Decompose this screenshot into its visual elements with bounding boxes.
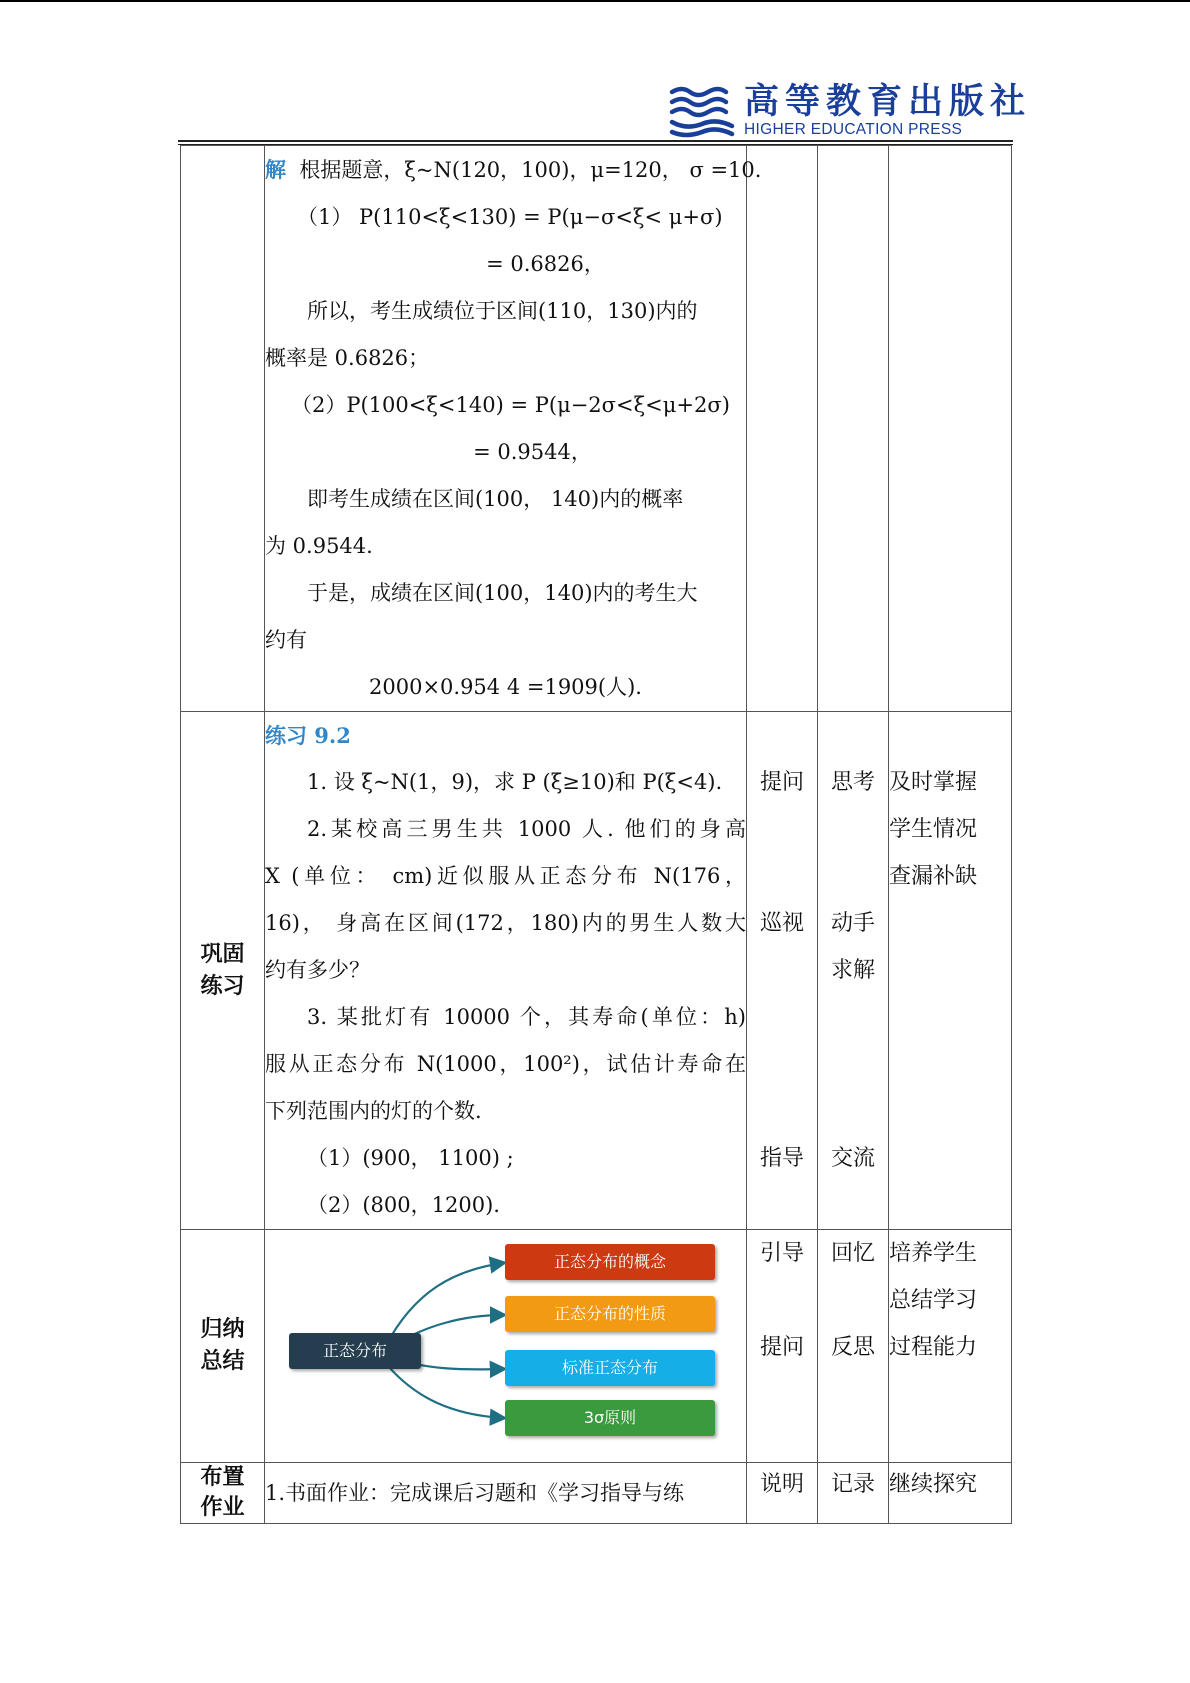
table-row-summary [181,1230,1012,1463]
table-row-practice [181,712,1012,1230]
student-activity: 反思 [830,1335,875,1360]
homework-text: 1.书面作业：完成课后习题和《学习指导与练 [265,1481,685,1505]
solution-line: 所以，考生成绩位于区间(110，130)内的 [307,299,698,323]
intent-line: 培养学生 [889,1241,978,1266]
solution-line: 于是，成绩在区间(100，140)内的考生大 [307,581,698,605]
stage-label: 作业 [200,1495,245,1520]
teacher-activity: 提问 [759,770,804,795]
stage-cell-homework [181,1463,265,1524]
stage-cell-empty [181,146,265,712]
student-activity-practice [818,712,889,1230]
solution-line: = 0.6826， [486,252,605,276]
solution-line: 约有 [265,628,307,652]
stage-cell-summary [181,1230,265,1463]
stage-label: 归纳 [200,1317,245,1342]
mindmap-branch-concept: 正态分布的概念 [505,1244,715,1280]
teacher-activity: 说明 [759,1472,804,1497]
teacher-activity-homework [747,1463,818,1524]
mindmap-branch-properties: 正态分布的性质 [505,1296,715,1332]
teacher-activity: 指导 [759,1146,804,1171]
intent-cell-empty [889,146,1012,712]
stage-label: 布置 [200,1465,245,1490]
student-activity: 思考 [830,770,875,795]
student-activity: 动手 [830,911,875,936]
lesson-plan-table [180,145,1012,1524]
teacher-activity: 巡视 [759,911,804,936]
intent-line: 继续探究 [889,1472,978,1497]
practice-line: 2.某校高三男生共 1000 人. 他们的身高 [307,817,746,841]
teacher-activity: 提问 [759,1335,804,1360]
intent-summary [889,1230,1012,1463]
student-activity: 回忆 [830,1241,875,1266]
solution-line: （1） P(110<ξ<130) = P(μ−σ<ξ< μ+σ) [297,205,723,229]
table-row-solution [181,146,1012,712]
student-cell-empty [818,146,889,712]
practice-line: （1）(900， 1100) ; [307,1146,514,1170]
intent-practice [889,712,1012,1230]
table-row-homework [181,1463,1012,1524]
teacher-activity-summary [747,1230,818,1463]
solution-line: 2000×0.954 4 =1909(人). [369,675,642,699]
practice-line: （2）(800，1200). [307,1193,500,1217]
intent-line: 及时掌握 [889,770,978,795]
practice-line: 服从正态分布 N(1000，100²)，试估计寿命在 [265,1052,746,1076]
mindmap-branch-standard: 标准正态分布 [505,1350,715,1386]
practice-line: 1. 设 ξ~N(1，9)，求 P (ξ≥10)和 P(ξ<4). [307,770,723,794]
solution-line: 概率是 0.6826； [265,346,430,370]
publisher-name-cn: 高等教育出版社 [744,81,1032,122]
practice-content [265,712,747,1230]
stage-label: 巩固 [200,941,245,967]
student-activity: 交流 [830,1146,875,1171]
solution-line: = 0.9544， [473,440,592,464]
solution-content [265,146,762,712]
solution-line: 解 根据题意，ξ~N(120，100)，μ=120， σ =10. [265,157,762,182]
stage-label: 练习 [200,973,245,999]
practice-line: 16)， 身高在区间(172，180)内的男生人数大 [265,911,746,935]
intent-line: 总结学习 [889,1288,978,1313]
intent-line: 查漏补缺 [889,864,978,889]
solution-label: 解 [265,157,286,182]
practice-line: X (单位： cm)近似服从正态分布 N(176， [265,864,746,888]
mindmap-root: 正态分布 [289,1333,421,1369]
practice-line: 下列范围内的灯的个数. [265,1099,482,1123]
stage-cell-practice [181,712,265,1230]
homework-content [265,1463,747,1524]
intent-line: 过程能力 [889,1335,978,1360]
mindmap-cell [265,1230,747,1463]
header-rule [178,140,1013,142]
intent-homework [889,1463,1012,1524]
intent-line: 学生情况 [889,817,978,842]
student-activity: 求解 [830,958,875,983]
practice-line: 约有多少？ [265,958,370,982]
teacher-activity: 引导 [759,1241,804,1266]
publisher-logo [668,81,1032,140]
solution-line: 即考生成绩在区间(100， 140)内的概率 [307,487,684,511]
publisher-name-en: HIGHER EDUCATION PRESS [744,121,963,138]
mindmap-branch-3sigma: 3σ原则 [505,1400,715,1436]
teacher-activity-practice [747,712,818,1230]
practice-title: 练习 9.2 [265,723,351,748]
solution-line: 为 0.9544. [265,534,373,558]
student-activity-homework [818,1463,889,1524]
student-activity-summary [818,1230,889,1463]
solution-line: （2）P(100<ξ<140) = P(μ−2σ<ξ<μ+2σ) [291,393,730,417]
teacher-cell-empty [747,146,818,712]
student-activity: 记录 [830,1472,875,1497]
stage-label: 总结 [200,1349,245,1374]
book-waves-icon [668,84,736,138]
page-top-border [0,0,1190,2]
mindmap [265,1230,746,1460]
practice-line: 3. 某批灯有 10000 个，其寿命(单位：h) [307,1005,746,1029]
